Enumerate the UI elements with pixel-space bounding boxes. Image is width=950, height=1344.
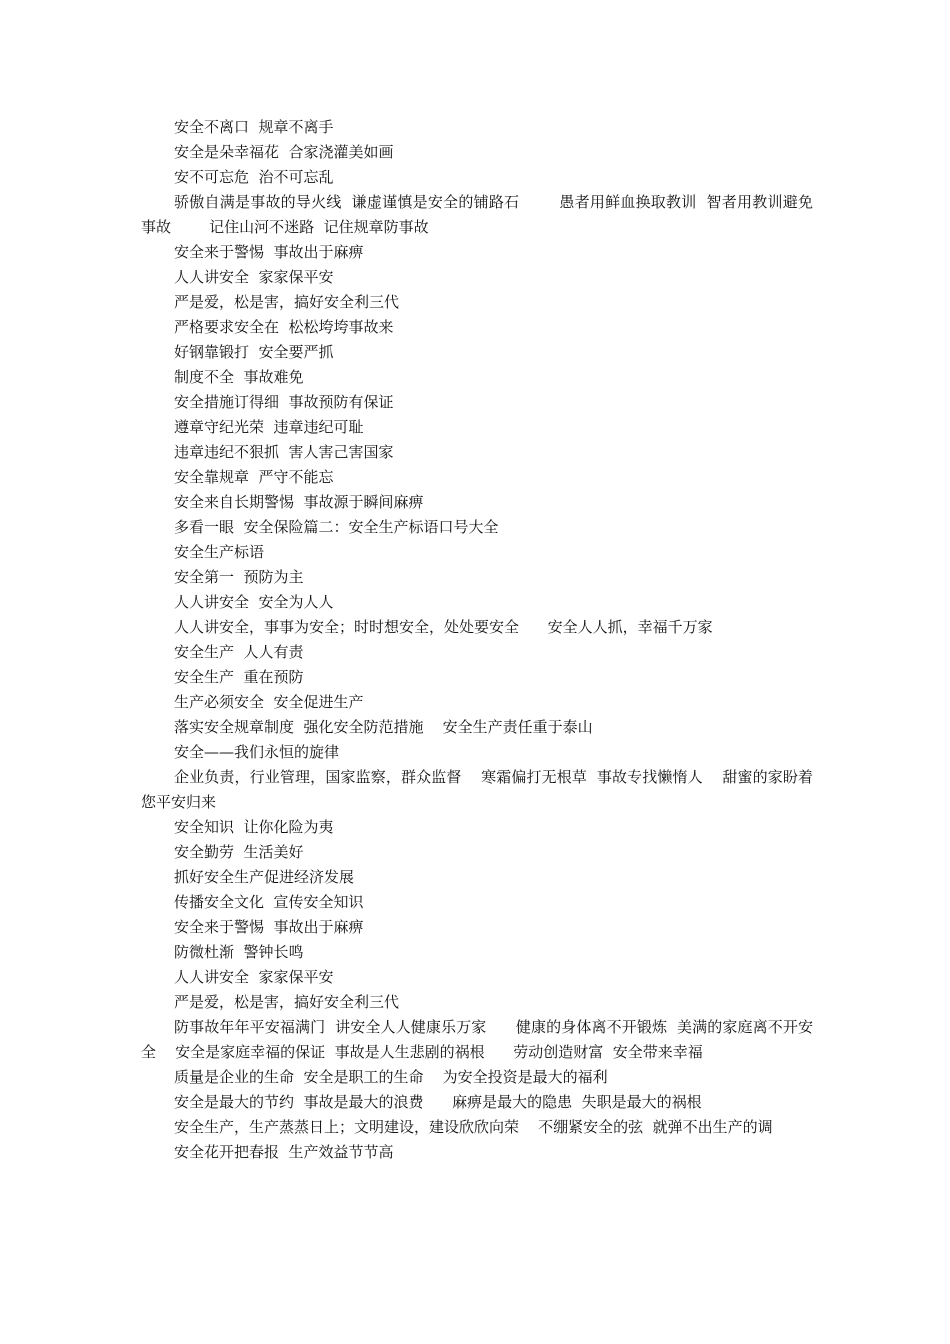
- slogan-paragraph: 安全靠规章 严守不能忘: [174, 468, 334, 486]
- slogan-paragraph: 安全来自长期警惕 事故源于瞬间麻痹: [174, 493, 424, 511]
- slogan-paragraph: 安全措施订得细 事故预防有保证: [174, 393, 394, 411]
- slogan-paragraph: 防事故年年平安福满门 讲安全人人健康乐万家 健康的身体离不开锻炼 美满的家庭离不开安全 安全是家庭幸福的保证 事故是人生悲剧的祸根 劳动创造财富 安全带来幸福: [141, 1018, 813, 1061]
- slogan-paragraph: 安全生产标语: [174, 543, 265, 561]
- slogan-paragraph: 多看一眼 安全保险篇二：安全生产标语口号大全: [174, 518, 499, 536]
- slogan-paragraph: 严格要求安全在 松松垮垮事故来: [174, 318, 394, 336]
- slogan-paragraph: 人人讲安全 安全为人人: [174, 593, 334, 611]
- slogan-paragraph: 安全勤劳 生活美好: [174, 843, 304, 861]
- slogan-paragraph: 安全来于警惕 事故出于麻痹: [174, 918, 364, 936]
- slogan-paragraph: 遵章守纪光荣 违章违纪可耻: [174, 418, 364, 436]
- slogan-paragraph: 严是爱，松是害，搞好安全利三代: [174, 993, 400, 1011]
- slogan-paragraph: 安全——我们永恒的旋律: [174, 743, 340, 761]
- slogan-paragraph: 骄傲自满是事故的导火线 谦虚谨慎是安全的铺路石 愚者用鲜血换取教训 智者用教训避免事故 记住山河不迷路 记住规章防事故: [141, 193, 813, 236]
- slogan-paragraph: 安全生产 人人有责: [174, 643, 304, 661]
- slogan-paragraph: 防微杜渐 警钟长鸣: [174, 943, 304, 961]
- slogan-paragraph: 落实安全规章制度 强化安全防范措施 安全生产责任重于泰山: [174, 718, 593, 736]
- slogan-paragraph: 违章违纪不狠抓 害人害己害国家: [174, 443, 394, 461]
- slogan-paragraph: 人人讲安全 家家保平安: [174, 268, 334, 286]
- slogan-paragraph: 安全来于警惕 事故出于麻痹: [174, 243, 364, 261]
- slogan-paragraph: 安全不离口 规章不离手: [174, 118, 334, 136]
- slogan-paragraph: 安全是朵幸福花 合家浇灌美如画: [174, 143, 394, 161]
- slogan-paragraph: 安全生产 重在预防: [174, 668, 304, 686]
- slogan-paragraph: 企业负责，行业管理，国家监察，群众监督 寒霜偏打无根草 事故专找懒惰人 甜蜜的家盼着您平安归来: [141, 768, 813, 811]
- slogan-paragraph: 安全生产，生产蒸蒸日上；文明建设，建设欣欣向荣 不绷紧安全的弦 就弹不出生产的调: [174, 1118, 773, 1136]
- slogan-paragraph: 安全是最大的节约 事故是最大的浪费 麻痹是最大的隐患 失职是最大的祸根: [174, 1093, 702, 1111]
- slogan-paragraph: 传播安全文化 宣传安全知识: [174, 893, 364, 911]
- slogan-paragraph: 制度不全 事故难免: [174, 368, 304, 386]
- document-body: [141, 115, 813, 1165]
- slogan-paragraph: 生产必须安全 安全促进生产: [174, 693, 364, 711]
- slogan-paragraph: 安不可忘危 治不可忘乱: [174, 168, 334, 186]
- slogan-paragraph: 安全花开把春报 生产效益节节高: [174, 1143, 394, 1161]
- slogan-paragraph: 严是爱，松是害，搞好安全利三代: [174, 293, 400, 311]
- slogan-paragraph: 人人讲安全 家家保平安: [174, 968, 334, 986]
- slogan-paragraph: 好钢靠锻打 安全要严抓: [174, 343, 334, 361]
- slogan-paragraph: 安全第一 预防为主: [174, 568, 304, 586]
- slogan-paragraph: 抓好安全生产促进经济发展: [174, 868, 355, 886]
- slogan-paragraph: 质量是企业的生命 安全是职工的生命 为安全投资是最大的福利: [174, 1068, 608, 1086]
- slogan-paragraph: 人人讲安全，事事为安全；时时想安全，处处要安全 安全人人抓，幸福千万家: [174, 618, 713, 636]
- slogan-paragraph: 安全知识 让你化险为夷: [174, 818, 334, 836]
